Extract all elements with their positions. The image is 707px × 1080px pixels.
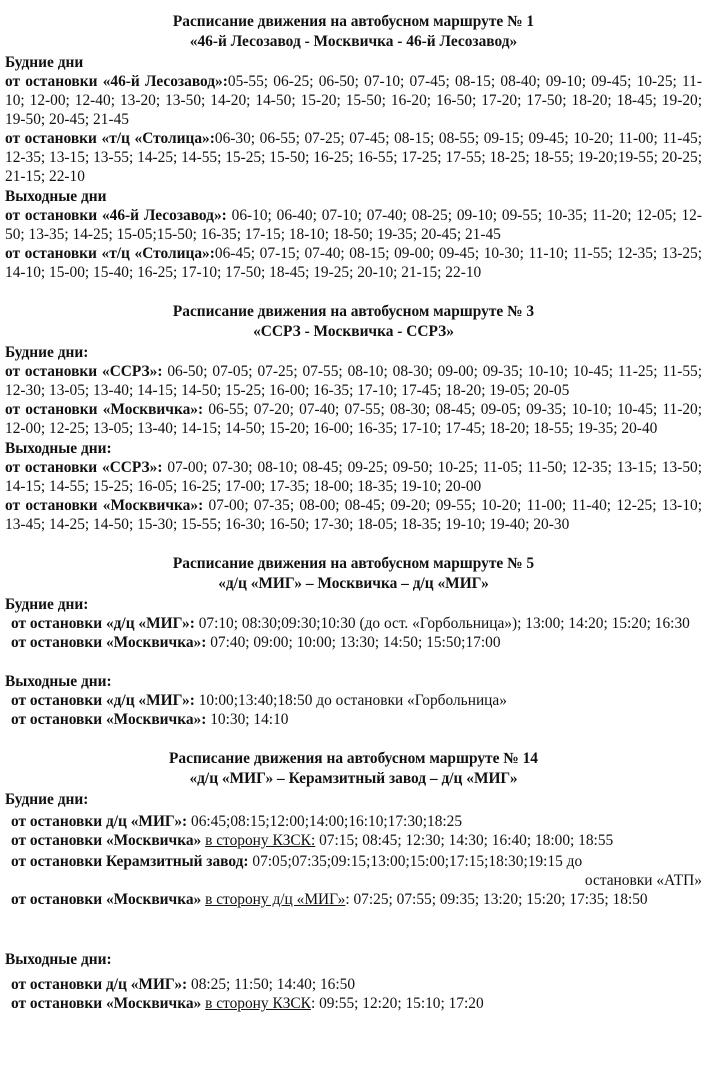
stop-name: от остановки «ССРЗ»: [5,459,163,476]
route-3-weekend-label: Выходные дни: [5,440,112,457]
route-5-weekend-entry-1 [5,691,702,710]
stop-name: от остановки «46-й Лесозавод»: [5,207,227,224]
departure-times: 07-00; 07-30; 08-10; 08-45; 09-25; 09-50; 10-25; 11-05; 11-50; 12-35; 13-15; 13-50; 14-15; 14-55; 15-25; 16-05; 16-25; 17-00; 17-35; 18-00; 18-35; 19-10; 20-00 [5,459,703,495]
departure-times: 07-00; 07-35; 08-00; 08-45; 09-20; 09-55; 10-20; 11-00; 11-40; 12-25; 13-10; 13-45; 14-25; 14-50; 15-30; 15-55; 16-30; 16-50; 17-30; 18-05; 18-35; 19-10; 19-40; 20-30 [5,497,702,533]
route-14-weekday-entry-1 [5,812,702,831]
departure-times: 06-45; 07-15; 07-40; 08-15; 09-00; 09-45; 10-30; 11-10; 11-55; 12-35; 13-25; 14-10; 15-00; 15-40; 16-25; 17-10; 17-50; 18-45; 19-25; 20-10; 21-15; 22-10 [5,245,702,281]
stop-name: от остановки «т/ц «Столица»: [5,245,215,262]
departure-times: : 09:55; 12:20; 15:10; 17:20 [310,995,484,1012]
departure-times: 07:05;07:35;09:15;13:00;15:00;17:15;18:30;19:15 до [248,853,583,870]
route-14-heading [5,749,702,789]
stop-name: от остановки Керамзитный завод: [11,853,249,870]
route-3-weekdays-label: Будние дни: [5,344,89,361]
route-14-title: Расписание движения на автобусном маршруте № 14 [169,750,538,767]
route-14-weekend-label: Выходные дни: [5,951,112,968]
route-3-weekend-entry-2 [5,496,702,534]
departure-times: 06-55; 07-20; 07-40; 07-55; 08-30; 08-45; 09-05; 09-35; 10-10; 10-45; 11-20; 12-00; 12-25; 13-05; 13-40; 14-15; 14-50; 15-20; 16-00; 16-35; 17-10; 17-45; 18-20; 18-55; 19-35; 20-40 [5,401,702,437]
stop-name: от остановки «Москвичка» [11,995,202,1012]
route-1-weekend-entry-2 [5,244,702,282]
departure-times: 07:10; 08:30;09:30;10:30 (до ост. «Горбольница»); 13:00; 14:20; 15:20; 16:30 [194,615,690,632]
departure-times: 07:15; 08:45; 12:30; 14:30; 16:40; 18:00; 18:55 [315,832,614,849]
route-14-weekend-entry-2 [5,994,702,1013]
route-1-subtitle: «46-й Лесозавод - Москвичка - 46-й Лесозавод» [189,33,518,50]
stop-name: от остановки «Москвичка» [11,832,202,849]
route-5-weekend-entry-2 [5,710,702,729]
stop-name: от остановки «Москвичка» [11,891,202,908]
route-3-title: Расписание движения на автобусном маршруте № 3 [172,303,535,320]
route-5-subtitle: «д/ц «МИГ» – Москвичка – д/ц «МИГ» [218,575,489,592]
stop-name: от остановки «46-й Лесозавод»: [5,73,228,90]
stop-name: от остановки «Москвичка»: [11,711,207,728]
route-14-weekday-entry-3-tail: остановки «АТП» [584,872,702,889]
stop-name: от остановки «т/ц «Столица»: [5,130,215,147]
departure-times: 06-30; 06-55; 07-25; 07-45; 08-15; 08-55; 09-15; 09-45; 10-20; 11-00; 11-45; 12-35; 13-15; 13-55; 14-25; 14-55; 15-25; 15-50; 16-25; 16-55; 17-25; 17-55; 18-25; 18-55; 19-20;19-55; 20-25; 21-15; 22-10 [5,130,702,185]
route-1-weekend-entry-1 [5,206,702,244]
route-1-title: Расписание движения на автобусном маршруте № 1 [172,13,535,30]
route-3-heading [5,302,702,342]
direction-label: в сторону КЗСК: [205,832,316,849]
departure-times: 10:00;13:40;18:50 до остановки «Горбольница» [194,692,507,709]
route-14-weekend-entry-1 [5,975,702,994]
route-5-weekday-entry-1 [5,614,702,633]
route-1-weekend-label: Выходные дни [5,188,107,205]
departure-times: 06-10; 06-40; 07-10; 07-40; 08-25; 09-10; 09-55; 10-35; 11-20; 12-05; 12-50; 13-35; 14-25; 15-05;15-50; 16-35; 17-15; 18-10; 18-50; 19-35; 20-45; 21-45 [5,207,702,243]
departure-times: 06:45;08:15;12:00;14:00;16:10;17:30;18:25 [187,813,463,830]
departure-times: 08:25; 11:50; 14:40; 16:50 [187,976,356,993]
departure-times: : 07:25; 07:55; 09:35; 13:20; 15:20; 17:35; 18:50 [345,891,648,908]
route-5-heading [5,554,702,594]
stop-name: от остановки «д/ц «МИГ»: [11,692,195,709]
direction-label: в сторону КЗСК [205,995,311,1012]
stop-name: от остановки д/ц «МИГ»: [11,976,188,993]
route-5-weekend-label: Выходные дни: [5,673,112,690]
stop-name: от остановки «Москвичка»: [5,497,204,514]
stop-name: от остановки «Москвичка»: [11,634,207,651]
route-14-weekday-entry-3 [5,852,702,871]
route-5-weekday-entry-2 [5,633,702,652]
departure-times: 07:40; 09:00; 10:00; 13:30; 14:50; 15:50;17:00 [206,634,501,651]
route-3-subtitle: «ССРЗ - Москвичка - ССРЗ» [253,323,454,340]
route-1-heading [5,12,702,52]
route-14-subtitle: «д/ц «МИГ» – Керамзитный завод – д/ц «МИГ» [189,770,518,787]
route-5-title: Расписание движения на автобусном маршруте № 5 [172,555,535,572]
route-3-weekend-entry-1 [5,458,702,496]
stop-name: от остановки «ССРЗ»: [5,363,163,380]
route-3-weekday-entry-2 [5,400,702,438]
stop-name: от остановки «Москвичка»: [5,401,204,418]
route-14-weekday-entry-2 [5,831,702,850]
route-14-weekdays-label: Будние дни: [5,791,89,808]
route-3-weekday-entry-1 [5,362,702,400]
route-14-weekday-entry-4 [5,890,702,909]
route-5-weekdays-label: Будние дни: [5,596,89,613]
direction-label: в сторону д/ц «МИГ» [205,891,346,908]
departure-times: 10:30; 14:10 [206,711,289,728]
stop-name: от остановки д/ц «МИГ»: [11,813,188,830]
departure-times: 06-50; 07-05; 07-25; 07-55; 08-10; 08-30; 09-00; 09-35; 10-10; 10-45; 11-25; 11-55; 12-30; 13-05; 13-40; 14-15; 14-50; 15-25; 16-00; 16-35; 17-10; 17-45; 18-20; 19-05; 20-05 [5,363,703,399]
stop-name: от остановки «д/ц «МИГ»: [11,615,195,632]
departure-times: 05-55; 06-25; 06-50; 07-10; 07-45; 08-15; 08-40; 09-10; 09-45; 10-25; 11-10; 12-00; 12-40; 13-20; 13-50; 14-20; 14-50; 15-20; 15-50; 16-20; 16-50; 17-20; 17-50; 18-20; 18-45; 19-20; 19-50; 20-45; 21-45 [5,73,702,128]
route-1-weekday-entry-2 [5,129,702,186]
route-1-weekday-entry-1 [5,72,702,129]
route-1-weekdays-label: Будние дни [5,54,84,71]
